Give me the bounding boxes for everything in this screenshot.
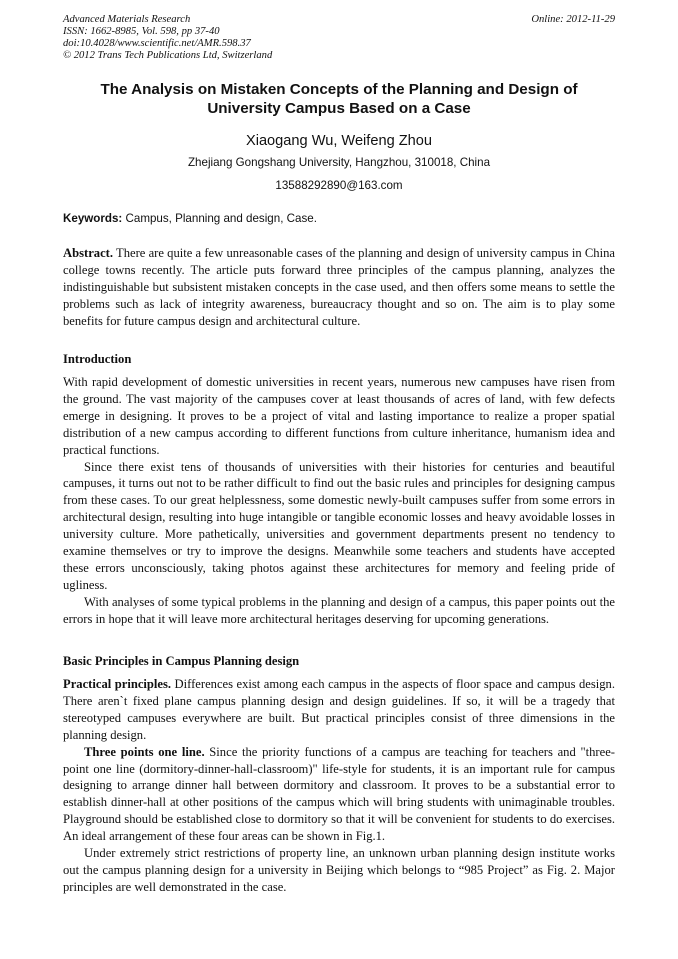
abstract-label: Abstract. [63,246,114,260]
author-email: 13588292890@163.com [275,179,403,192]
paragraph: With analyses of some typical problems in the planning and design of a campus, this paper points out the errors in hope that it will leave more architectural heritages deserving for upcoming generations. [63,594,615,626]
run-in-heading: Three points one line. [84,744,205,759]
paragraph: Since there exist tens of thousands of universities with their histories for centuries and beautiful campuses, it turns out not to be rather difficult to find out the basic rules and principles for designing campus from these cases. To our great helplessness, some domestic newly-built campuses suffer from some errors in architectural design, resulting into huge intangible or tangible economic losses and heavy avoidable losses in university culture. More pathetically, universities and government departments present no tendency to examine themselves or try to improve the designs. Meanwhile some teachers and students have accepted these errors unconsciously, taking photos against these architectures for memory and feeling pride of ugliness. [63,459,615,592]
issn-line: ISSN: 1662-8985, Vol. 598, pp 37-40 [63,26,220,37]
title-line-1: The Analysis on Mistaken Concepts of the Planning and Design of [100,81,578,98]
journal-name: Advanced Materials Research [63,14,191,25]
paragraph: Under extremely strict restrictions of property line, an unknown urban planning design institute works out the campus planning design for a university in Beijing which belongs to “985 Project” as Fig. 2. Major principles are well demonstrated in the case. [63,846,615,894]
online-date: Online: 2012-11-29 [531,14,615,25]
run-in-heading: Practical principles. [63,677,172,691]
doi-line: doi:10.4028/www.scientific.net/AMR.598.37 [63,38,251,49]
abstract-text: There are quite a few unreasonable cases of the planning and design of university campus in China college towns recently. The article puts forward three principles of the campus planning, analyzes the indistinguishable but subsistent mistaken concepts in the case used, and then offers some means to settle the problems such as lack of integrity awareness, bureaucracy thought and so on. The aim is to play some benefits for future campus design and architectural culture. [63,246,615,328]
abstract [63,245,615,330]
running-header [63,14,615,62]
keywords [63,212,615,226]
paragraph [63,744,615,845]
introduction-body [63,374,615,628]
paragraph: With rapid development of domestic universities in recent years, numerous new campuses have risen from the ground. The vast majority of the campuses cover at least thousands of acres of land, with few defects emerge in designing. It proves to be a project of vital and lasting importance to realize a proper spatial distribution of a new campus according to different functions from culture inheritance, humanism idea and practical functions. [63,375,615,457]
paragraph [63,676,615,744]
copyright-line: © 2012 Trans Tech Publications Ltd, Switzerland [63,50,273,61]
paper-title [63,80,615,118]
keywords-list: Campus, Planning and design, Case. [122,212,317,225]
basic-principles-body [63,676,615,896]
title-line-2: University Campus Based on a Case [207,100,471,117]
section-heading-basic-principles: Basic Principles in Campus Planning design [63,654,300,668]
authors: Xiaogang Wu, Weifeng Zhou [245,133,433,149]
affiliation: Zhejiang Gongshang University, Hangzhou, 310018, China [187,156,491,169]
keywords-label: Keywords: [63,212,123,225]
paragraph-text: Differences exist among each campus in the aspects of floor space and campus design. There aren`t fixed plane campus planning design and design guidelines. If so, it will be a tragedy that stereotyped campuses everywhere are built. But practical principles consist of three dimensions in the planning design. [63,677,615,742]
paragraph-text: Since the priority functions of a campus are teaching for teachers and "three-point one line (dormitory-dinner-hall-classroom)" life-style for students, it is an important rule for campus designing to arrange dinner hall between dormitory and classroom. It proves to be a substantial error to establish dinner-hall at other positions of the campus which will bring students with unimaginable troubles. Playground should be established close to dormitory so that it will be convenient for students to do exercises. An ideal arrangement of these four areas can be shown in Fig.1. [63,744,615,844]
section-heading-introduction: Introduction [63,352,132,366]
